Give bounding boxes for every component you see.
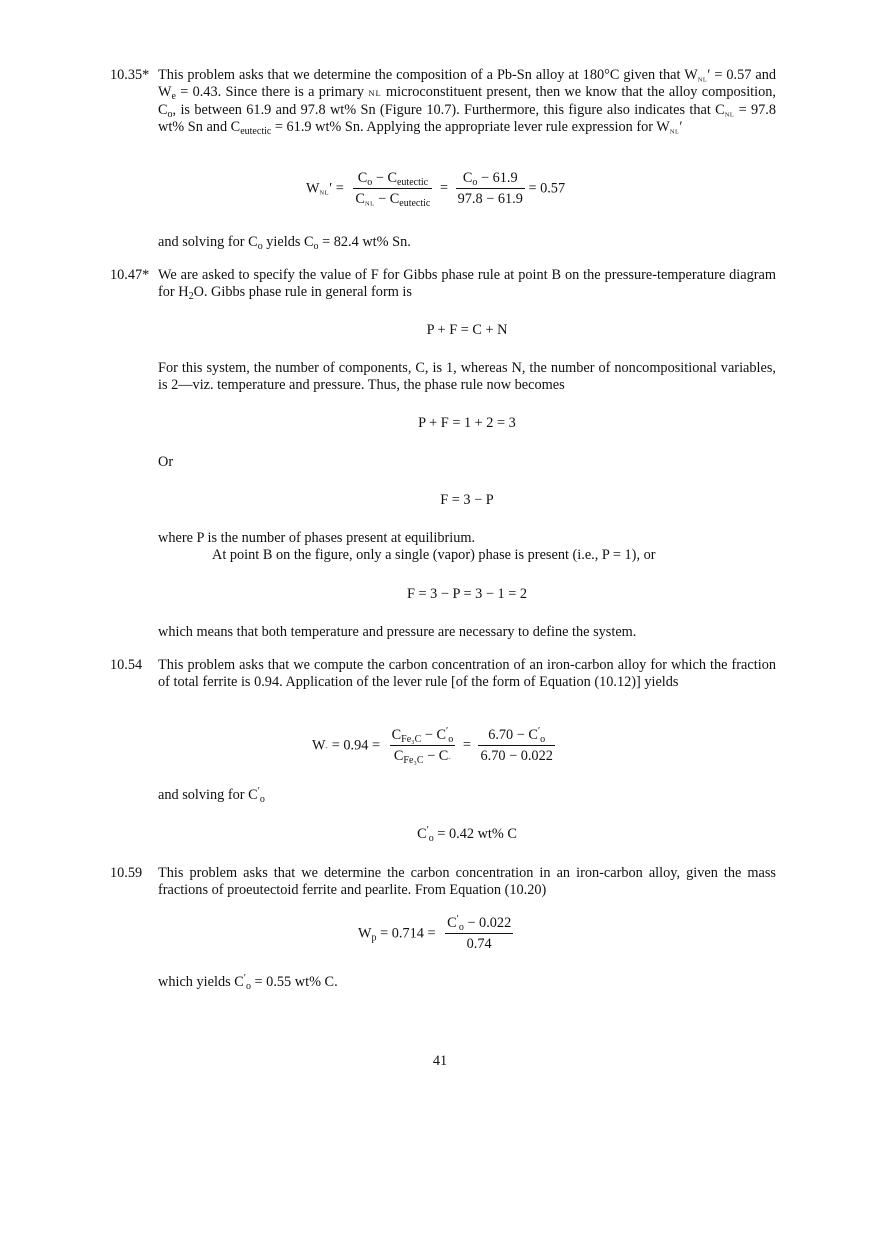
problem-number: 10.54: [110, 657, 143, 673]
problem-number: 10.59: [110, 865, 143, 881]
problem-text: This problem asks that we determine the composition of a Pb-Sn alloy at 180°C given that $W_{NL}' = 0.57$ and $W_e = 0.43$. Since there is a primary NL microconstituent present, then we know that the alloy composition, $C_o$, is between 61.9 and 97.8 wt% Sn (Figure 10.7). Furthermore, this figure also indicates that $C_{NL} = 97.8$ wt% Sn and $C_{eutectic} = 61.9$ wt% Sn. Applying the appropriate lever rule expression for $W_{NL}'$: [158, 67, 776, 137]
equation: $W_{NL}'$ = $\frac{C_o - C_{eutectic}}{C_{NL} - C_{eutectic}}$ = $\frac{C_o - 61.9}{97.8 - 61.9}$ = 0.57: [306, 170, 566, 209]
problem-text: We are asked to specify the value of F for Gibbs phase rule at point B on the pressure-temperature diagram for $H_2O$. Gibbs phase rule in general form is: [158, 267, 776, 302]
equation: F = 3 − P = 3 − 1 = 2: [406, 586, 528, 602]
problem-text: This problem asks that we determine the carbon concentration in an iron-carbon alloy, given the mass fractions of proeutectoid ferrite and pearlite. From Equation (10.20): [158, 865, 776, 898]
problem-text: Or: [158, 454, 174, 470]
problem-text: and solving for $C_o$ yields $C_o = 82.4$ wt% Sn.: [158, 234, 411, 252]
equation: P + F = 1 + 2 = 3: [418, 415, 516, 431]
problem-text: where P is the number of phases present at equilibrium.: [158, 530, 476, 546]
equation: P + F = C + N: [426, 322, 508, 338]
problem-text: which means that both temperature and pressure are necessary to define the system.: [158, 624, 637, 640]
problem-text: This problem asks that we compute the carbon concentration of an iron-carbon alloy for which the fraction of total ferrite is 0.94. Application of the lever rule [of the form of Equation (10.12)] yields: [158, 657, 776, 690]
problem-number: 10.47*: [110, 267, 150, 283]
equation: $C'_o = 0.42$ wt% C: [417, 825, 517, 844]
page-number: 41: [432, 1053, 448, 1069]
equation: $W_˜ = 0.94$ = $\frac{C_{Fe_3C} - C'_o}{C_{Fe_3C} - C_˜}$ = $\frac{6.70 - C'_o}{6.70 - 0.022}$: [312, 726, 553, 766]
problem-number: 10.35*: [110, 67, 150, 83]
problem-text: which yields $C'_o = 0.55$ wt% C.: [158, 973, 338, 992]
problem-text: For this system, the number of components, C, is 1, whereas N, the number of noncompositional variables, is 2—viz. temperature and pressure. Thus, the phase rule now becomes: [158, 360, 776, 393]
problem-text: At point B on the figure, only a single (vapor) phase is present (i.e., P = 1), or: [212, 547, 656, 563]
equation: F = 3 − P: [440, 492, 494, 508]
problem-text: and solving for $C'_o$: [158, 786, 265, 805]
equation: $W_p = 0.714$ = $\frac{C'_o - 0.022}{0.74}$: [358, 914, 512, 952]
